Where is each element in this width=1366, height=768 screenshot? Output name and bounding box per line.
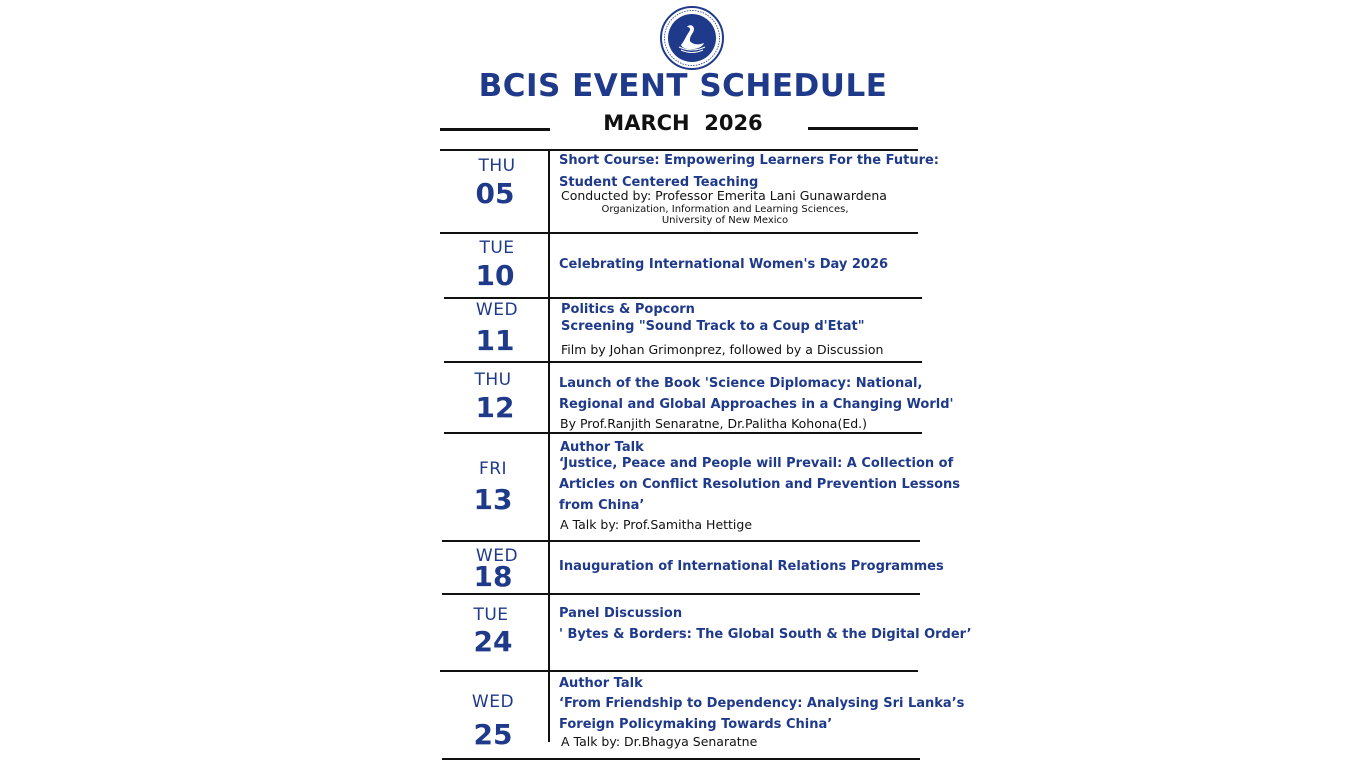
event-date: 12 [475,391,515,424]
event-title: ‘From Friendship to Dependency: Analysing Sri Lanka’s [559,696,965,711]
event-title: Foreign Policymaking Towards China’ [559,717,833,732]
row-divider [440,232,918,234]
event-title: Author Talk [559,676,643,691]
event-note: Conducted by: Professor Emerita Lani Gunawardena [561,188,887,203]
event-date: 05 [475,177,515,210]
event-day: WED [475,546,519,566]
event-day: TUE [473,605,509,625]
row-divider [442,758,920,760]
event-title: Celebrating International Women's Day 2026 [559,257,889,272]
event-day: WED [471,692,515,712]
row-divider [442,593,920,595]
event-date: 25 [473,718,513,751]
event-title: ‘Justice, Peace and People will Prevail: A Collection of [559,456,954,471]
event-title: Student Centered Teaching [559,175,759,190]
subtitle-rule-right [808,127,918,130]
event-day: THU [474,370,512,390]
bcis-logo [659,5,725,71]
event-day: TUE [479,238,515,258]
event-title: Launch of the Book 'Science Diplomacy: National, [559,376,923,391]
event-affiliation: University of New Mexico [661,215,789,226]
event-title: Regional and Global Approaches in a Changing World' [559,397,954,412]
page-subtitle: MARCH 2026 [603,111,763,135]
event-title: Short Course: Empowering Learners For the Future: [559,153,940,168]
row-divider [440,670,918,672]
event-title: Screening "Sound Track to a Coup d'Etat" [561,319,865,334]
event-date: 13 [473,483,513,516]
row-divider [442,540,920,542]
event-title: ' Bytes & Borders: The Global South & the Digital Order’ [559,627,972,642]
event-title: Politics & Popcorn [561,302,695,317]
swan-emblem-icon [659,5,725,71]
event-date: 10 [475,259,515,292]
row-divider [444,432,922,434]
event-day: THU [478,156,516,176]
event-note: Film by Johan Grimonprez, followed by a Discussion [561,342,884,357]
event-note: By Prof.Ranjith Senaratne, Dr.Palitha Kohona(Ed.) [560,416,868,431]
event-note: A Talk by: Dr.Bhagya Senaratne [561,734,758,749]
event-title: Author Talk [560,440,644,455]
event-affiliation: Organization, Information and Learning Sciences, [601,204,849,215]
page-title: BCIS EVENT SCHEDULE [478,68,888,104]
event-title: from China’ [559,498,645,513]
row-divider [440,149,918,151]
event-day: FRI [478,459,508,479]
event-title: Inauguration of International Relations Programmes [559,559,944,574]
event-title: Articles on Conflict Resolution and Prevention Lessons [559,477,960,492]
event-date: 11 [475,324,515,357]
event-day: WED [475,300,519,320]
event-date: 24 [473,625,513,658]
row-divider [444,297,922,299]
event-date: 18 [473,560,513,593]
row-divider [444,361,922,363]
event-title: Panel Discussion [559,606,683,621]
event-note: A Talk by: Prof.Samitha Hettige [560,517,753,532]
